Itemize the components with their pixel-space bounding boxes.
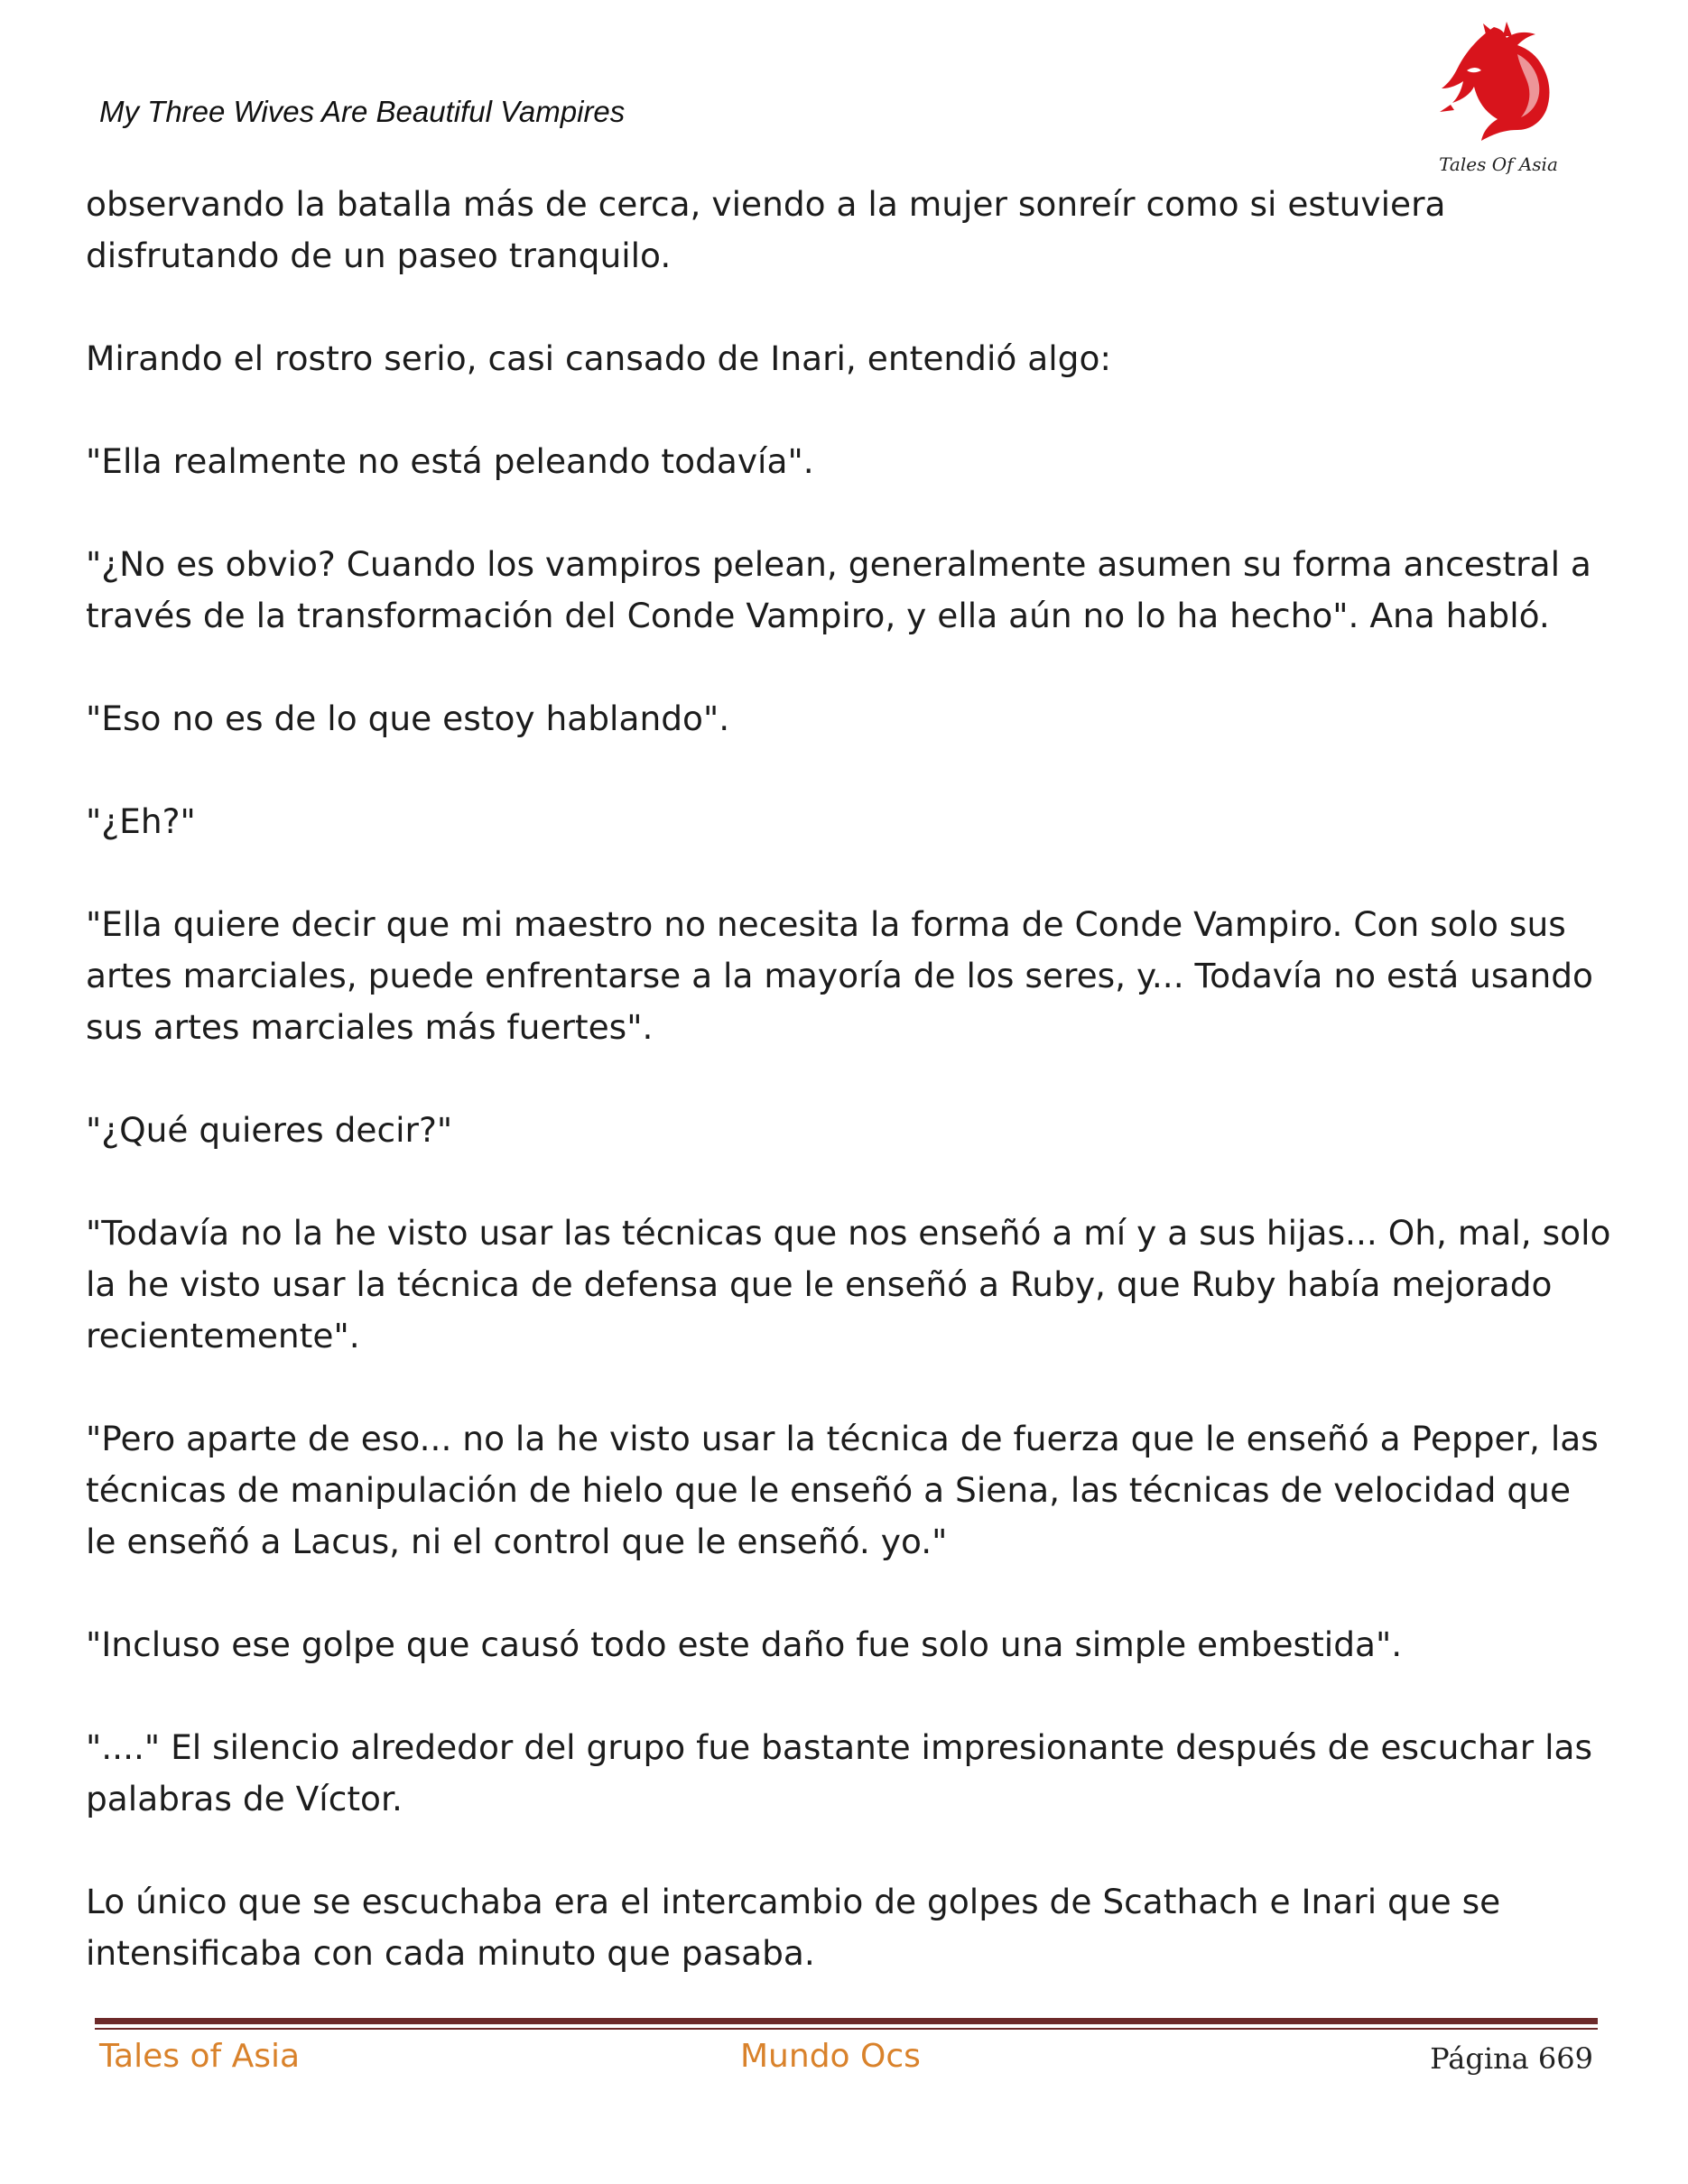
footer-divider-thin [95,2028,1598,2030]
logo-text: Tales Of Asia [1439,153,1558,175]
footer-divider [95,2018,1598,2024]
footer-site-name: Tales of Asia [99,2038,301,2075]
red-dragon-icon [1431,18,1566,153]
paragraph: Lo único que se escuchaba era el intercambio de golpes de Scathach e Inari que se intensificaba con cada minuto que pasaba. [86,1882,1501,1973]
paragraph: observando la batalla más de cerca, viendo a la mujer sonreír como si estuviera disfrutando de un paseo tranquilo. [86,184,1446,275]
paragraph: "Pero aparte de eso... no la he visto usar la técnica de fuerza que le enseñó a Pepper, las técnicas de manipulación de hielo que le enseñó a Siena, las técnicas de velocidad que le enseñó a Lacus, ni el control que le enseñó. yo." [86,1419,1599,1561]
paragraph: "...." El silencio alrededor del grupo fue bastante impresionante después de escuchar las palabras de Víctor. [86,1727,1593,1818]
paragraph: Mirando el rostro serio, casi cansado de Inari, entendió algo: [86,338,1112,378]
paragraph: "Ella quiere decir que mi maestro no necesita la forma de Conde Vampiro. Con solo sus artes marciales, puede enfrentarse a la mayoría de los seres, y... Todavía no está usando sus artes marciales más fuertes". [86,904,1593,1047]
body-text [86,179,1611,2031]
paragraph: "Eso no es de lo que estoy hablando". [86,699,730,738]
paragraph: "Ella realmente no está peleando todavía". [86,441,814,481]
header-book-title: My Three Wives Are Beautiful Vampires [99,95,626,128]
page-number: Página 669 [1430,2041,1593,2076]
paragraph: "Incluso ese golpe que causó todo este daño fue solo una simple embestida". [86,1624,1403,1664]
paragraph: "¿Qué quieres decir?" [86,1110,453,1150]
tales-of-asia-logo [1431,18,1566,190]
footer-section-name: Mundo Ocs [740,2038,921,2075]
paragraph: "¿No es obvio? Cuando los vampiros pelean, generalmente asumen su forma ancestral a través de la transformación del Conde Vampiro, y ella aún no lo ha hecho". Ana habló. [86,544,1591,635]
paragraph: "Todavía no la he visto usar las técnicas que nos enseñó a mí y a sus hijas... Oh, mal, solo la he visto usar la técnica de defensa que le enseñó a Ruby, que Ruby había mejorado recientemente". [86,1213,1611,1356]
paragraph: "¿Eh?" [86,801,196,841]
